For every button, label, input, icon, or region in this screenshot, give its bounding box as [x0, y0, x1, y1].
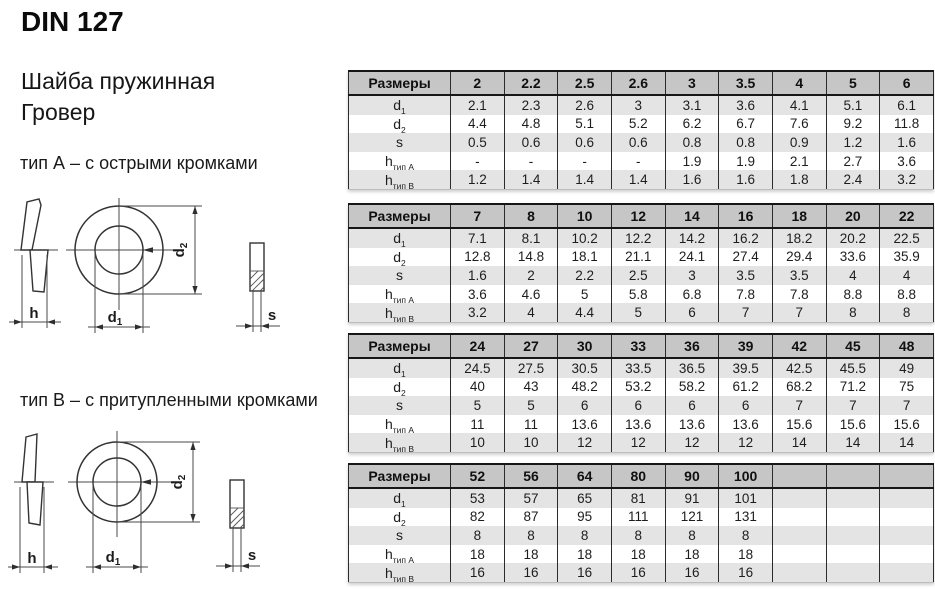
row-label: $h_{тип А}$	[349, 285, 451, 304]
dimension-table-2	[348, 203, 934, 323]
value-cell: 4.1	[772, 95, 826, 115]
value-cell: 101	[719, 488, 773, 508]
d1-dimension-label: $d_1$	[107, 309, 123, 328]
row-label: $d_2$	[349, 378, 451, 397]
value-cell: 6	[665, 303, 719, 322]
row-label: $d_1$	[349, 228, 451, 248]
value-cell: 13.6	[665, 415, 719, 434]
size-column-header: 2.5	[558, 71, 612, 95]
value-cell: 3	[611, 95, 665, 115]
value-cell: 0.5	[451, 133, 505, 152]
value-cell: 131	[719, 508, 773, 527]
row-label: $h_{тип А}$	[349, 415, 451, 434]
value-cell: 13.6	[558, 415, 612, 434]
value-cell: 12.8	[451, 248, 505, 267]
value-cell: 8	[665, 526, 719, 545]
value-cell: 24.1	[665, 248, 719, 267]
value-cell: 29.4	[772, 248, 826, 267]
value-cell: 7	[719, 303, 773, 322]
row-label: s	[349, 266, 451, 285]
value-cell: 18	[665, 545, 719, 564]
row-label: s	[349, 396, 451, 415]
value-cell: 3.5	[719, 266, 773, 285]
value-cell: 3.6	[451, 285, 505, 304]
value-cell: 6.8	[665, 285, 719, 304]
size-column-header: 20	[826, 204, 880, 228]
value-cell: 18	[558, 545, 612, 564]
value-cell: 5	[611, 303, 665, 322]
row-label: $h_{тип В}$	[349, 303, 451, 322]
size-column-header: 24	[451, 334, 505, 358]
value-cell: 8	[504, 526, 558, 545]
value-cell: 95	[558, 508, 612, 527]
value-cell: 5	[451, 396, 505, 415]
value-cell: 0.6	[558, 133, 612, 152]
value-cell: 1.9	[719, 152, 773, 171]
value-cell: 14	[772, 433, 826, 452]
value-cell: 8.1	[504, 228, 558, 248]
value-cell: 4	[880, 266, 934, 285]
row-label: $d_2$	[349, 508, 451, 527]
value-cell: 5	[504, 396, 558, 415]
value-cell: 1.6	[665, 170, 719, 189]
value-cell: 2.1	[772, 152, 826, 171]
value-cell	[772, 545, 826, 564]
size-column-header: 2	[451, 71, 505, 95]
size-column-header: 7	[451, 204, 505, 228]
dimension-table-3	[348, 333, 934, 453]
size-column-header: 27	[504, 334, 558, 358]
value-cell: 8	[719, 526, 773, 545]
size-column-header: 12	[611, 204, 665, 228]
size-column-header: 8	[504, 204, 558, 228]
value-cell: 5.1	[558, 115, 612, 134]
size-column-header	[826, 464, 880, 488]
value-cell: 43	[504, 378, 558, 397]
value-cell: 121	[665, 508, 719, 527]
size-column-header: 10	[558, 204, 612, 228]
value-cell: 36.5	[665, 358, 719, 378]
value-cell: 1.4	[558, 170, 612, 189]
value-cell: 18	[451, 545, 505, 564]
value-cell: 6	[719, 396, 773, 415]
value-cell	[880, 488, 934, 508]
value-cell: 6.1	[880, 95, 934, 115]
size-column-header: 64	[558, 464, 612, 488]
value-cell	[772, 488, 826, 508]
row-label: s	[349, 526, 451, 545]
value-cell: 14	[826, 433, 880, 452]
value-cell: 4	[504, 303, 558, 322]
value-cell: 7.6	[772, 115, 826, 134]
value-cell	[826, 526, 880, 545]
size-column-header	[880, 464, 934, 488]
value-cell: 6.7	[719, 115, 773, 134]
size-column-header: 42	[772, 334, 826, 358]
value-cell: 75	[880, 378, 934, 397]
value-cell: 18.2	[772, 228, 826, 248]
row-label: $h_{тип В}$	[349, 170, 451, 189]
value-cell: 3.6	[719, 95, 773, 115]
value-cell: 4.6	[504, 285, 558, 304]
value-cell: 13.6	[719, 415, 773, 434]
value-cell	[772, 526, 826, 545]
value-cell: 16.2	[719, 228, 773, 248]
value-cell: 1.6	[451, 266, 505, 285]
value-cell: -	[611, 152, 665, 171]
page-title: DIN 127	[21, 6, 124, 37]
table-corner-label: Размеры	[349, 204, 451, 228]
size-column-header: 4	[772, 71, 826, 95]
row-label: $d_1$	[349, 488, 451, 508]
d2-dimension-label: $d_2$	[169, 474, 188, 490]
value-cell: 10	[504, 433, 558, 452]
size-column-header: 22	[880, 204, 934, 228]
value-cell: 57	[504, 488, 558, 508]
value-cell: 6	[611, 396, 665, 415]
value-cell: -	[504, 152, 558, 171]
type-b-drawing	[8, 425, 300, 583]
value-cell: 12	[665, 433, 719, 452]
value-cell: 11.8	[880, 115, 934, 134]
value-cell: 11	[451, 415, 505, 434]
value-cell: 39.5	[719, 358, 773, 378]
value-cell: 6.2	[665, 115, 719, 134]
row-label: $d_1$	[349, 95, 451, 115]
value-cell: 7.8	[772, 285, 826, 304]
value-cell: 2.6	[558, 95, 612, 115]
subtitle-line-2: Гровер	[21, 99, 96, 125]
value-cell: 0.6	[611, 133, 665, 152]
value-cell: 6	[558, 396, 612, 415]
value-cell: 3.2	[451, 303, 505, 322]
value-cell: 4.4	[451, 115, 505, 134]
table-corner-label: Размеры	[349, 464, 451, 488]
value-cell: 53	[451, 488, 505, 508]
type-a-label: тип А – с острыми кромками	[20, 153, 258, 173]
split-arrow-icon	[143, 247, 153, 253]
dimension-table-4	[348, 463, 934, 583]
value-cell: 7	[772, 396, 826, 415]
row-label: $d_1$	[349, 358, 451, 378]
value-cell: 1.8	[772, 170, 826, 189]
value-cell: 8.8	[880, 285, 934, 304]
value-cell: 18.1	[558, 248, 612, 267]
value-cell	[826, 488, 880, 508]
value-cell: 8	[880, 303, 934, 322]
value-cell: 8	[558, 526, 612, 545]
value-cell: 2.7	[826, 152, 880, 171]
value-cell: 71.2	[826, 378, 880, 397]
d1-dimension-label: $d_1$	[105, 549, 121, 568]
value-cell: 16	[504, 563, 558, 582]
size-column-header: 30	[558, 334, 612, 358]
value-cell: 8	[611, 526, 665, 545]
value-cell: 16	[558, 563, 612, 582]
size-column-header: 90	[665, 464, 719, 488]
row-label: $h_{тип В}$	[349, 433, 451, 452]
value-cell: 14.2	[665, 228, 719, 248]
washer-side-lower	[27, 482, 43, 525]
size-column-header: 3	[665, 71, 719, 95]
size-column-header: 5	[826, 71, 880, 95]
size-column-header: 18	[772, 204, 826, 228]
value-cell: 7	[880, 396, 934, 415]
subtitle-line-1: Шайба пружинная	[21, 68, 216, 94]
row-label: $h_{тип В}$	[349, 563, 451, 582]
value-cell	[826, 508, 880, 527]
value-cell: 6	[665, 396, 719, 415]
value-cell: 5.1	[826, 95, 880, 115]
value-cell: 58.2	[665, 378, 719, 397]
value-cell: 7	[826, 396, 880, 415]
value-cell: 4.4	[558, 303, 612, 322]
value-cell: 2.3	[504, 95, 558, 115]
value-cell: 0.8	[665, 133, 719, 152]
size-column-header: 6	[880, 71, 934, 95]
h-dimension-label: h	[27, 550, 37, 567]
dimension-table-1	[348, 70, 934, 190]
split-arrow-icon	[141, 479, 151, 485]
size-column-header: 14	[665, 204, 719, 228]
value-cell: 5.2	[611, 115, 665, 134]
value-cell: 27.4	[719, 248, 773, 267]
value-cell: 10.2	[558, 228, 612, 248]
value-cell: 11	[504, 415, 558, 434]
value-cell: 35.9	[880, 248, 934, 267]
value-cell: 27.5	[504, 358, 558, 378]
value-cell: 8	[451, 526, 505, 545]
value-cell: -	[451, 152, 505, 171]
d2-dimension-label: $d_2$	[171, 242, 190, 258]
value-cell: 42.5	[772, 358, 826, 378]
value-cell: 33.6	[826, 248, 880, 267]
value-cell	[826, 545, 880, 564]
value-cell: 8.8	[826, 285, 880, 304]
value-cell: 0.6	[504, 133, 558, 152]
value-cell: 33.5	[611, 358, 665, 378]
size-column-header: 3.5	[719, 71, 773, 95]
value-cell: 4	[826, 266, 880, 285]
value-cell: 91	[665, 488, 719, 508]
value-cell: 14.8	[504, 248, 558, 267]
size-column-header	[772, 464, 826, 488]
h-dimension-label: h	[29, 305, 39, 322]
value-cell: 21.1	[611, 248, 665, 267]
value-cell: 87	[504, 508, 558, 527]
value-cell: 45.5	[826, 358, 880, 378]
row-label: $h_{тип А}$	[349, 545, 451, 564]
value-cell: 12	[719, 433, 773, 452]
value-cell: 7.8	[719, 285, 773, 304]
value-cell: 3.5	[772, 266, 826, 285]
value-cell: 16	[719, 563, 773, 582]
value-cell: 9.2	[826, 115, 880, 134]
value-cell: 5	[558, 285, 612, 304]
type-a-drawing	[8, 192, 300, 342]
value-cell: 18	[504, 545, 558, 564]
size-column-header: 52	[451, 464, 505, 488]
page-subtitle	[21, 66, 215, 128]
value-cell: 2.2	[558, 266, 612, 285]
value-cell: 8	[826, 303, 880, 322]
value-cell: 111	[611, 508, 665, 527]
size-column-header: 56	[504, 464, 558, 488]
value-cell: 12	[611, 433, 665, 452]
row-label: s	[349, 133, 451, 152]
value-cell	[772, 563, 826, 582]
value-cell: 14	[880, 433, 934, 452]
value-cell: 18	[719, 545, 773, 564]
size-column-header: 33	[611, 334, 665, 358]
value-cell: 3	[665, 266, 719, 285]
size-column-header: 45	[826, 334, 880, 358]
value-cell: 81	[611, 488, 665, 508]
value-cell: 10	[451, 433, 505, 452]
value-cell: 1.4	[504, 170, 558, 189]
value-cell: 0.8	[719, 133, 773, 152]
value-cell	[772, 508, 826, 527]
value-cell: 16	[611, 563, 665, 582]
value-cell: 2	[504, 266, 558, 285]
value-cell: 30.5	[558, 358, 612, 378]
value-cell: 22.5	[880, 228, 934, 248]
value-cell: 2.5	[611, 266, 665, 285]
size-column-header: 48	[880, 334, 934, 358]
value-cell: 16	[451, 563, 505, 582]
value-cell: 18	[611, 545, 665, 564]
row-label: $d_2$	[349, 248, 451, 267]
value-cell: 53.2	[611, 378, 665, 397]
value-cell: 24.5	[451, 358, 505, 378]
value-cell: 1.9	[665, 152, 719, 171]
washer-side-upper	[21, 199, 41, 250]
row-label: $h_{тип А}$	[349, 152, 451, 171]
value-cell	[880, 526, 934, 545]
value-cell: 1.6	[880, 133, 934, 152]
value-cell: 3.6	[880, 152, 934, 171]
value-cell: 20.2	[826, 228, 880, 248]
value-cell: 49	[880, 358, 934, 378]
value-cell: 1.2	[451, 170, 505, 189]
size-column-header: 36	[665, 334, 719, 358]
washer-side-upper	[22, 434, 37, 482]
value-cell	[826, 563, 880, 582]
size-column-header: 16	[719, 204, 773, 228]
value-cell: 5.8	[611, 285, 665, 304]
value-cell: 1.4	[611, 170, 665, 189]
size-column-header: 2.6	[611, 71, 665, 95]
size-column-header: 2.2	[504, 71, 558, 95]
cross-section	[250, 243, 264, 291]
value-cell: 0.9	[772, 133, 826, 152]
value-cell: 68.2	[772, 378, 826, 397]
value-cell: 2.1	[451, 95, 505, 115]
table-corner-label: Размеры	[349, 71, 451, 95]
size-column-header: 80	[611, 464, 665, 488]
value-cell: 12.2	[611, 228, 665, 248]
size-column-header: 39	[719, 334, 773, 358]
value-cell	[880, 563, 934, 582]
value-cell: 40	[451, 378, 505, 397]
value-cell: 4.8	[504, 115, 558, 134]
value-cell: 7.1	[451, 228, 505, 248]
value-cell: 61.2	[719, 378, 773, 397]
value-cell: 7	[772, 303, 826, 322]
table-corner-label: Размеры	[349, 334, 451, 358]
row-label: $d_2$	[349, 115, 451, 134]
value-cell: 1.2	[826, 133, 880, 152]
value-cell	[880, 508, 934, 527]
s-dimension-label: s	[267, 307, 277, 324]
value-cell: 82	[451, 508, 505, 527]
value-cell: 3.1	[665, 95, 719, 115]
value-cell: 2.4	[826, 170, 880, 189]
value-cell: -	[558, 152, 612, 171]
cross-section	[230, 480, 244, 528]
value-cell: 16	[665, 563, 719, 582]
value-cell: 1.6	[719, 170, 773, 189]
value-cell: 15.6	[826, 415, 880, 434]
value-cell: 13.6	[611, 415, 665, 434]
washer-side-lower	[30, 250, 48, 292]
value-cell	[880, 545, 934, 564]
value-cell: 3.2	[880, 170, 934, 189]
value-cell: 15.6	[772, 415, 826, 434]
value-cell: 65	[558, 488, 612, 508]
size-column-header: 100	[719, 464, 773, 488]
type-b-label: тип В – с притупленными кромками	[20, 390, 318, 410]
s-dimension-label: s	[247, 547, 257, 564]
value-cell: 48.2	[558, 378, 612, 397]
value-cell: 12	[558, 433, 612, 452]
value-cell: 15.6	[880, 415, 934, 434]
